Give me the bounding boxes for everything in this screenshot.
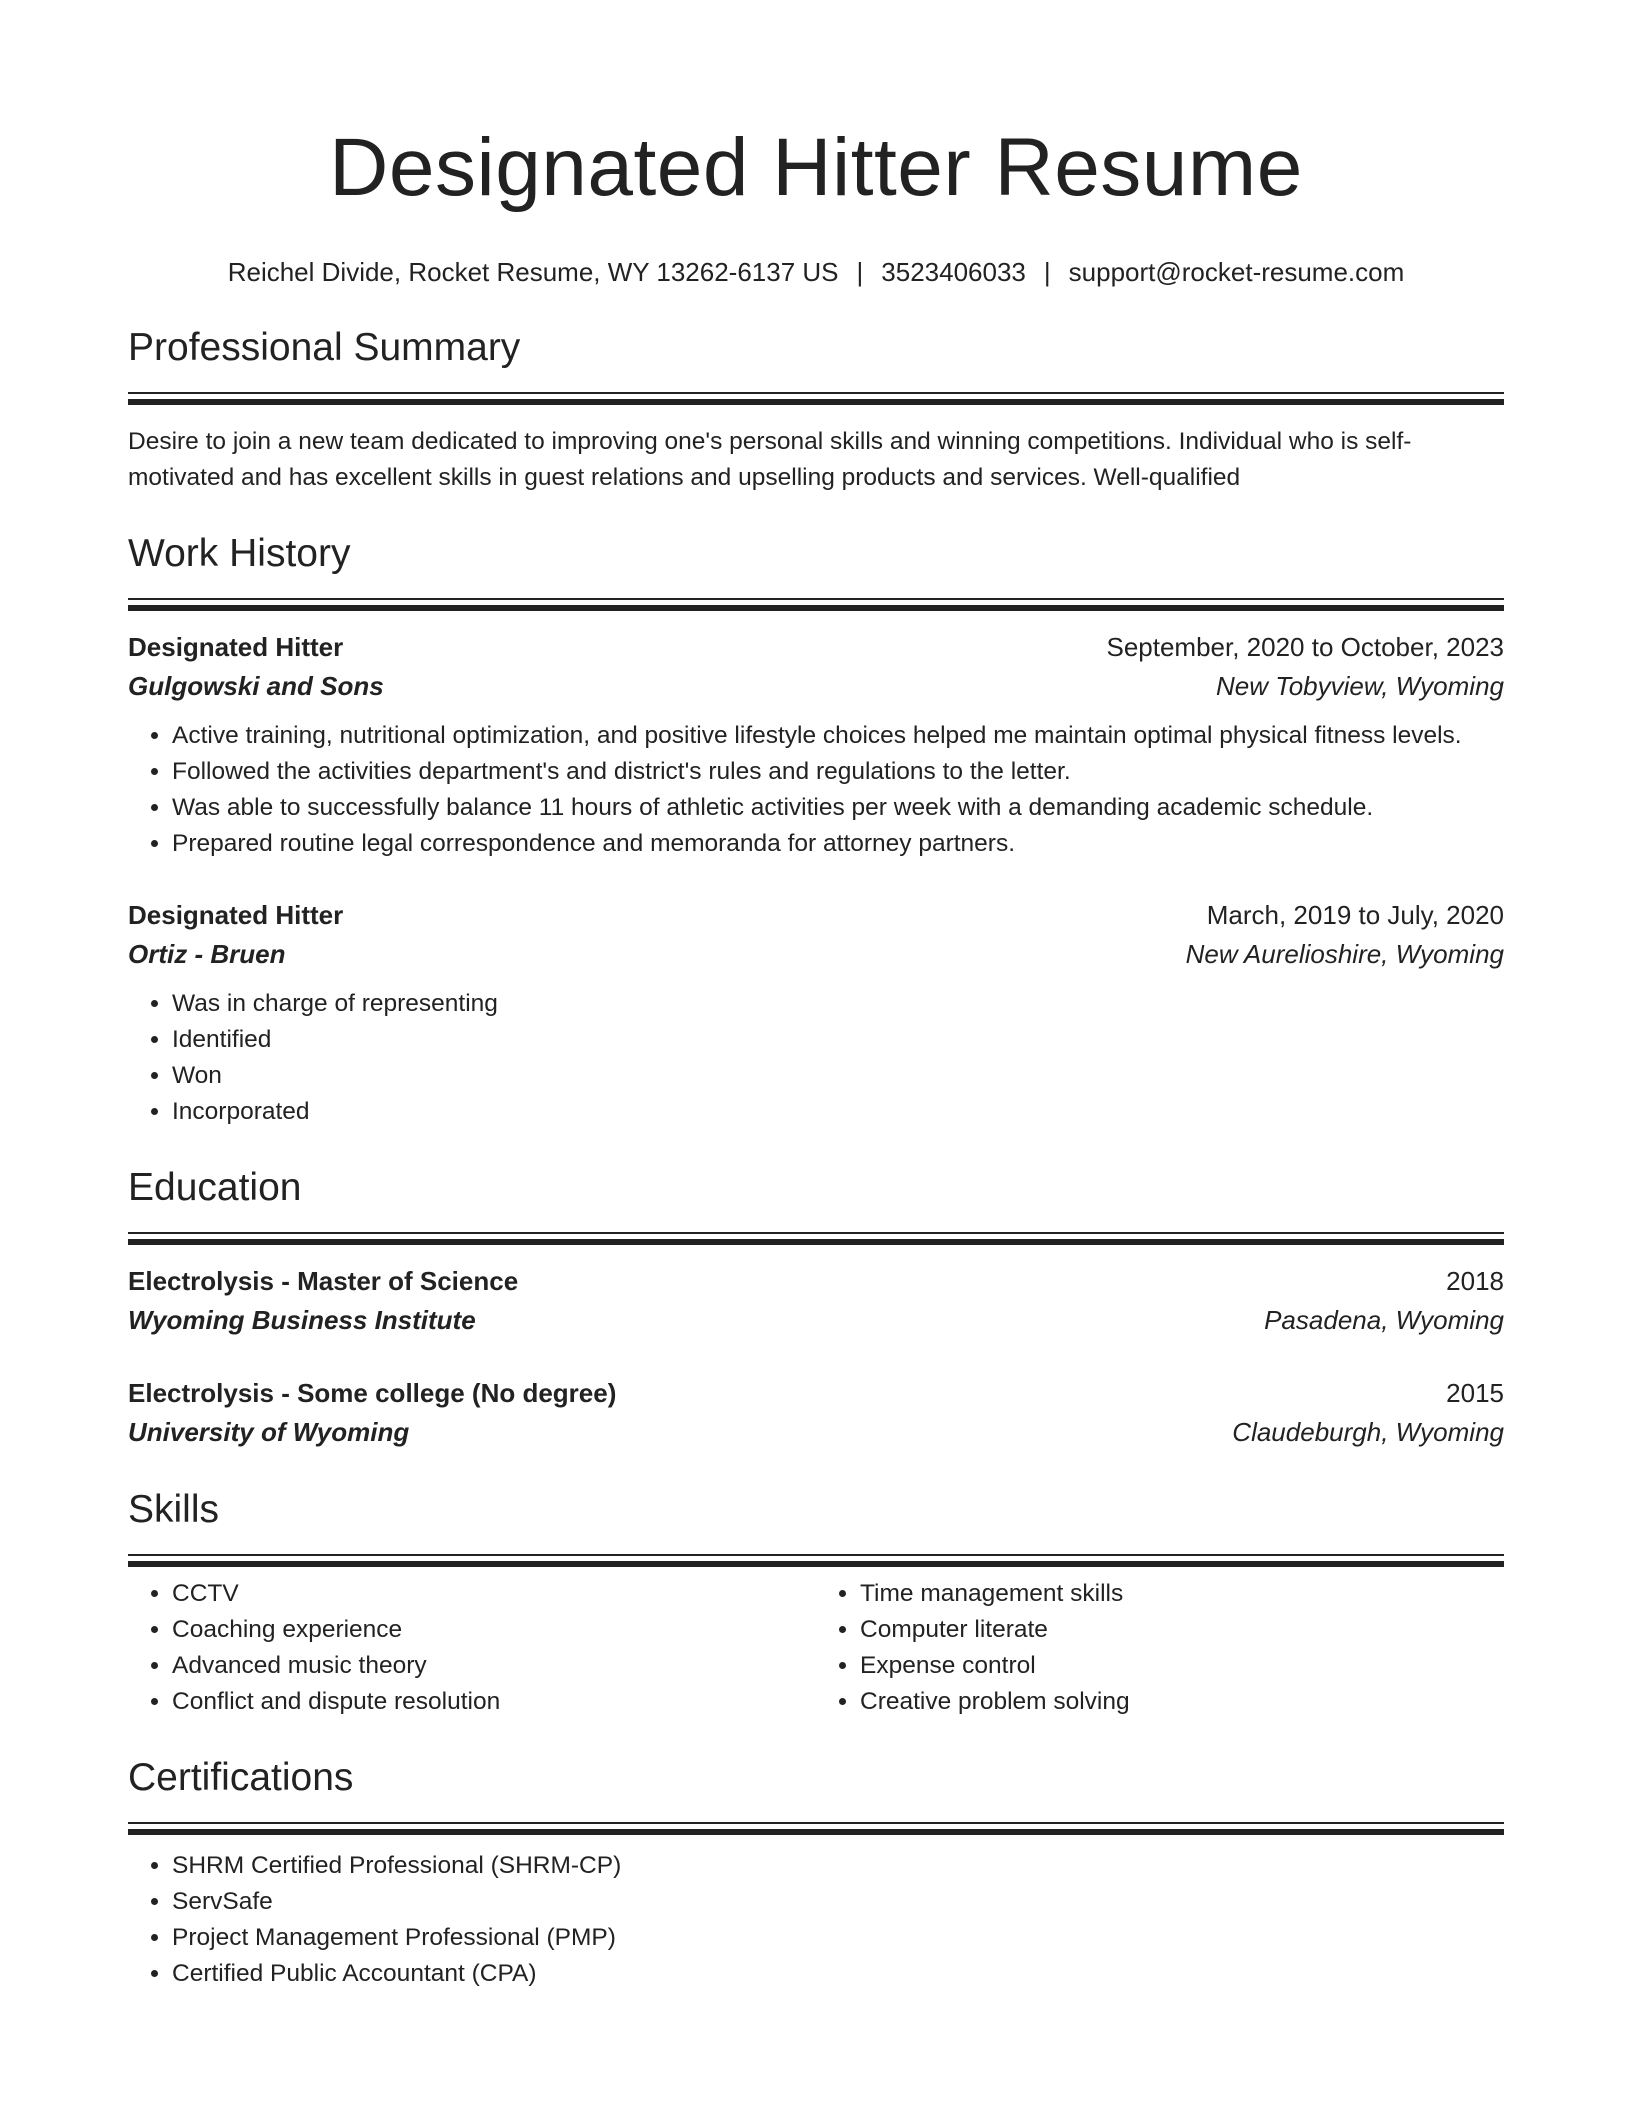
contact-separator: | — [856, 257, 864, 287]
skill-item: • Time management skills — [860, 1576, 1504, 1612]
education-location: Pasadena, Wyoming — [1264, 1305, 1504, 1335]
job-title: Designated Hitter — [128, 900, 344, 930]
work-history-section — [128, 530, 1504, 1130]
job-bullet: • Prepared routine legal correspondence and memoranda for attorney partners. — [172, 826, 1504, 862]
skill-item: • Computer literate — [860, 1612, 1504, 1648]
job-bullet: • Was in charge of representing — [172, 986, 1504, 1022]
job-dates: March, 2019 to July, 2020 — [1206, 900, 1504, 930]
skills-column-right — [816, 1576, 1504, 1720]
certification-item: • Project Management Professional (PMP) — [172, 1920, 1504, 1956]
section-heading-skills: Skills — [128, 1488, 220, 1531]
education-section — [128, 1164, 1504, 1452]
certification-item: • Certified Public Accountant (CPA) — [172, 1956, 1504, 1992]
job-bullets — [128, 986, 1504, 1130]
job-company-row — [128, 935, 1504, 974]
section-heading-work-history: Work History — [128, 532, 351, 575]
job-bullet: • Active training, nutritional optimization, and positive lifestyle choices helped me maintain optimal physical fitness levels. — [172, 718, 1504, 754]
section-divider — [128, 392, 1504, 406]
job-bullet: • Incorporated — [172, 1094, 1504, 1130]
job-header-row — [128, 896, 1504, 935]
section-divider — [128, 1232, 1504, 1246]
education-school-row — [128, 1413, 1504, 1452]
skill-item: • Creative problem solving — [860, 1684, 1504, 1720]
section-divider — [128, 598, 1504, 612]
job-company: Gulgowski and Sons — [128, 671, 384, 701]
section-heading-certifications: Certifications — [128, 1756, 354, 1799]
section-divider — [128, 1554, 1504, 1568]
contact-email: support@rocket-resume.com — [1068, 257, 1405, 287]
education-entry — [128, 1262, 1504, 1340]
job-dates: September, 2020 to October, 2023 — [1106, 632, 1504, 662]
contact-address: Reichel Divide, Rocket Resume, WY 13262-6137 US — [227, 257, 839, 287]
skill-item: • Advanced music theory — [172, 1648, 816, 1684]
job-bullet: • Won — [172, 1058, 1504, 1094]
certifications-list — [128, 1848, 1504, 1992]
education-year: 2015 — [1446, 1378, 1504, 1408]
education-header-row — [128, 1262, 1504, 1301]
contact-line — [128, 254, 1504, 290]
skills-list — [816, 1576, 1504, 1720]
education-location: Claudeburgh, Wyoming — [1232, 1417, 1504, 1447]
skill-item: • Conflict and dispute resolution — [172, 1684, 816, 1720]
skills-list — [128, 1576, 816, 1720]
skills-column-left — [128, 1576, 816, 1720]
skills-grid — [128, 1576, 1504, 1720]
contact-separator: | — [1043, 257, 1051, 287]
skill-item: • Coaching experience — [172, 1612, 816, 1648]
job-header-row — [128, 628, 1504, 667]
contact-phone: 3523406033 — [881, 257, 1026, 287]
job-bullet: • Was able to successfully balance 11 hours of athletic activities per week with a demanding academic schedule. — [172, 790, 1504, 826]
section-heading-summary: Professional Summary — [128, 326, 521, 369]
section-divider — [128, 1822, 1504, 1836]
education-entry — [128, 1374, 1504, 1452]
job-bullets — [128, 718, 1504, 862]
education-year: 2018 — [1446, 1266, 1504, 1296]
job-location: New Tobyview, Wyoming — [1215, 671, 1504, 701]
education-degree: Electrolysis - Master of Science — [128, 1266, 519, 1296]
resume-title: Designated Hitter Resume — [329, 122, 1303, 213]
job-bullet: • Identified — [172, 1022, 1504, 1058]
summary-text: Desire to join a new team dedicated to improving one's personal skills and winning competitions. Individual who is self-motivated and has excellent skills in guest relations and upselling products and services. Well-qualified — [128, 428, 1412, 491]
skill-item: • CCTV — [172, 1576, 816, 1612]
job-title: Designated Hitter — [128, 632, 344, 662]
skill-item: • Expense control — [860, 1648, 1504, 1684]
certification-item: • SHRM Certified Professional (SHRM-CP) — [172, 1848, 1504, 1884]
summary-section — [128, 324, 1504, 496]
job-location: New Aurelioshire, Wyoming — [1185, 939, 1504, 969]
job-bullet: • Followed the activities department's and district's rules and regulations to the letter. — [172, 754, 1504, 790]
job-entry — [128, 896, 1504, 1130]
section-heading-education: Education — [128, 1166, 302, 1209]
certifications-section — [128, 1754, 1504, 1992]
job-company: Ortiz - Bruen — [128, 939, 286, 969]
job-company-row — [128, 667, 1504, 706]
education-school-row — [128, 1301, 1504, 1340]
certification-item: • ServSafe — [172, 1884, 1504, 1920]
education-header-row — [128, 1374, 1504, 1413]
job-entry — [128, 628, 1504, 862]
education-degree: Electrolysis - Some college (No degree) — [128, 1378, 617, 1408]
education-school: Wyoming Business Institute — [128, 1305, 476, 1335]
education-school: University of Wyoming — [128, 1417, 410, 1447]
skills-section — [128, 1486, 1504, 1720]
